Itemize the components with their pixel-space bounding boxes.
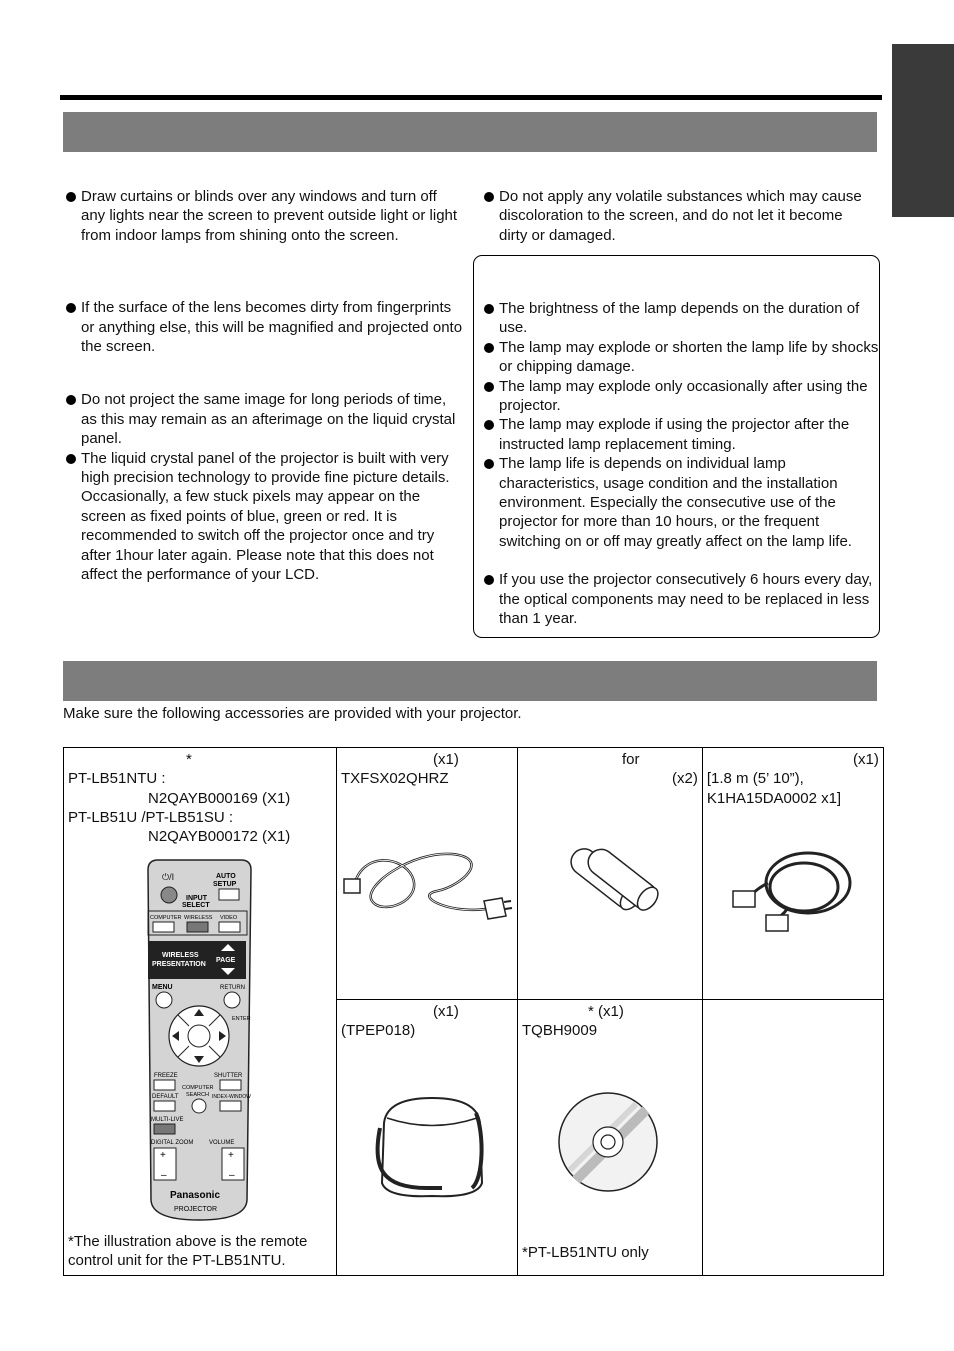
bullet-curtains: Draw curtains or blinds over any windows and turn off any lights near the screen to prevent outside light or light from indoor lamps from shining onto the screen. — [63, 187, 463, 245]
remote-model-u: PT-LB51U /PT-LB51SU : — [68, 808, 234, 826]
remote-input-label: INPUT — [186, 895, 207, 902]
bag-qty: (x1) — [433, 1003, 459, 1020]
remote-brand-logo: Panasonic — [170, 1190, 221, 1201]
remote-shutter-label: SHUTTER — [214, 1073, 243, 1079]
remote-default-label: DEFAULT — [152, 1094, 179, 1100]
bullet-afterimage: Do not project the same image for long periods of time, as this may remain as an afterimage on the liquid crystal panel. — [63, 390, 463, 448]
power-cord-illustration — [342, 846, 514, 926]
remote-computer-label: COMPUTER — [150, 915, 182, 921]
remote-projector-label: PROJECTOR — [174, 1206, 218, 1213]
remote-control-illustration — [142, 858, 257, 1223]
computer-cable-cell — [702, 748, 883, 1000]
remote-wp-label-2: PRESENTATION — [152, 961, 206, 968]
remote-return-label: RETURN — [220, 985, 245, 991]
cdrom-note: *PT-LB51NTU only — [522, 1244, 649, 1261]
remote-page-label: PAGE — [216, 957, 236, 964]
remote-enter-label: ENTER — [232, 1016, 251, 1022]
remote-index-window-label: INDEX-WINDOW — [212, 1094, 251, 1100]
remote-power-label: ⏻/I — [162, 872, 175, 882]
cable-part: K1HA15DA0002 x1] — [706, 789, 842, 807]
remote-digital-zoom-label: DIGITAL ZOOM — [151, 1140, 194, 1146]
cdrom-illustration — [556, 1090, 660, 1194]
svg-text:+: + — [160, 1150, 166, 1161]
accessories-table — [63, 747, 884, 1276]
empty-cell — [702, 1000, 883, 1276]
remote-menu-label: MENU — [152, 984, 173, 991]
remote-auto-label: AUTO — [216, 873, 236, 880]
power-cord-part: TXFSX02QHRZ — [341, 770, 449, 788]
precautions-right-top — [481, 187, 871, 245]
remote-cell — [64, 748, 337, 1276]
remote-computer-search-label-2: SEARCH — [186, 1092, 209, 1098]
lamp-item: The brightness of the lamp depends on the duration of use. — [481, 299, 879, 338]
bullet-lcd-pixels: The liquid crystal panel of the projector is built with very high precision technology to provide fine picture details. Occasionally, a few stuck pixels may appear on the screen as fixed points of blue, green or red. It is recommended to switch off the projector once and try after 1hour later again. Please note that this does not affect the performance of your LCD. — [63, 449, 463, 585]
lamp-item: The lamp may explode only occasionally after using the projector. — [481, 377, 879, 416]
top-rule — [60, 95, 882, 100]
batteries-illustration — [548, 843, 668, 933]
remote-video-label: VIDEO — [220, 915, 238, 921]
chapter-tab — [892, 44, 954, 217]
svg-text:+: + — [228, 1150, 234, 1161]
lamp-item: The lamp may explode if using the projector after the instructed lamp replacement timing. — [481, 415, 879, 454]
bullet-lens-dirty: If the surface of the lens becomes dirty from fingerprints or anything else, this will be magnified and projected onto the screen. — [63, 298, 463, 356]
remote-star: * — [186, 751, 192, 768]
remote-select-label: SELECT — [182, 902, 210, 909]
remote-freeze-label: FREEZE — [154, 1073, 178, 1079]
remote-setup-label: SETUP — [213, 881, 237, 888]
remote-part-ntu: N2QAYB000169 (X1) — [148, 789, 291, 807]
carrying-bag-cell — [337, 1000, 518, 1276]
carrying-bag-illustration — [372, 1088, 492, 1203]
remote-wireless-label: WIRELESS — [184, 915, 213, 921]
svg-text:–: – — [229, 1170, 235, 1181]
batteries-qty: (x2) — [672, 770, 698, 788]
batteries-for: for — [622, 751, 640, 768]
lamp-item: The lamp life is depends on individual lamp characteristics, usage condition and the installation environment. Especially the consecutive use of the projector for more than 10 hours, or the frequent switching on or off may greatly affect on the lamp life. — [481, 454, 879, 551]
batteries-cell — [518, 748, 703, 1000]
remote-wp-label-1: WIRELESS — [162, 952, 199, 959]
power-cord-qty: (x1) — [433, 751, 459, 768]
accessories-intro: Make sure the following accessories are provided with your projector. — [63, 705, 522, 722]
remote-model-ntu: PT-LB51NTU : — [68, 770, 166, 788]
bag-part: (TPEP018) — [341, 1022, 416, 1040]
remote-volume-label: VOLUME — [209, 1140, 235, 1146]
remote-footnote: *The illustration above is the remote control unit for the PT-LB51NTU. — [68, 1233, 308, 1270]
cdrom-part: TQBH9009 — [522, 1022, 598, 1040]
bullet-screen-care: Do not apply any volatile substances which may cause discoloration to the screen, and do not let it become dirty or damaged. — [481, 187, 871, 245]
lamp-item-optical: If you use the projector consecutively 6 hours every day, the optical components may need to be replaced in less than 1 year. — [481, 570, 879, 628]
lamp-notice-list — [481, 299, 879, 629]
cdrom-qty: * (x1) — [588, 1003, 624, 1020]
cable-length: [1.8 m (5’ 10”), — [706, 770, 804, 788]
cdrom-cell — [518, 1000, 703, 1276]
lamp-item: The lamp may explode or shorten the lamp life by shocks or chipping damage. — [481, 338, 879, 377]
precautions-left-column — [63, 187, 463, 585]
remote-multi-live-label: MULTI-LIVE — [151, 1117, 184, 1123]
remote-part-u: N2QAYB000172 (X1) — [148, 828, 291, 846]
precautions-header-bar — [63, 112, 877, 152]
cable-qty: (x1) — [853, 751, 879, 768]
accessories-header-bar — [63, 661, 877, 701]
svg-text:–: – — [161, 1170, 167, 1181]
computer-cable-illustration — [728, 843, 858, 938]
power-cord-cell — [337, 748, 518, 1000]
remote-computer-search-label-1: COMPUTER — [182, 1085, 214, 1091]
